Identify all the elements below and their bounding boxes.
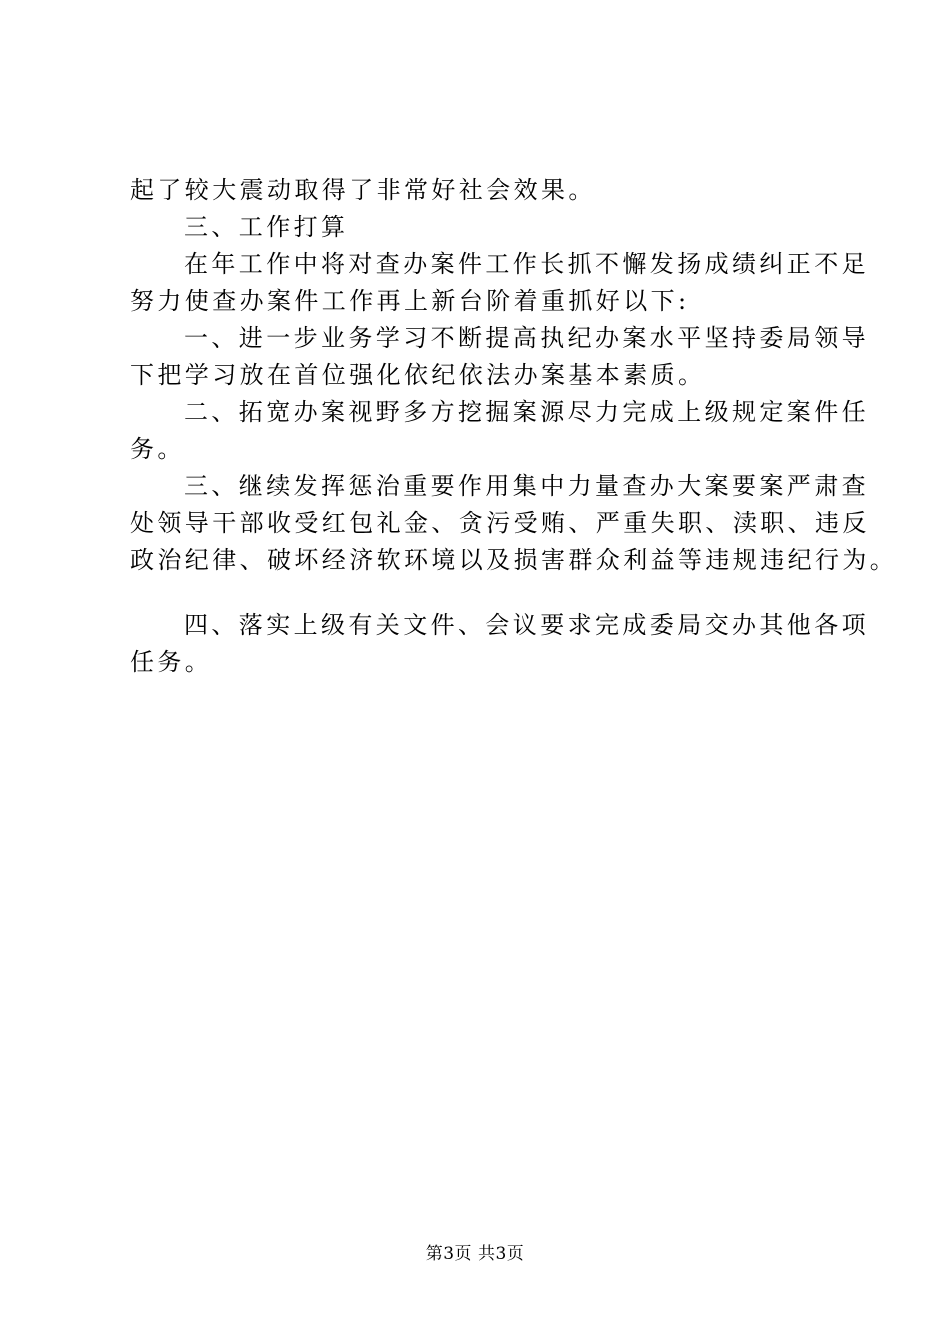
text-line: 在年工作中将对查办案件工作长抓不懈发扬成绩纠正不足 bbox=[184, 250, 869, 278]
text-line: 二、拓宽办案视野多方挖掘案源尽力完成上级规定案件任 bbox=[184, 398, 869, 426]
text-line: 起了较大震动取得了非常好社会效果。 bbox=[130, 176, 596, 204]
text-line: 务。 bbox=[130, 435, 185, 463]
page-footer: 第3页 共3页 bbox=[425, 1244, 525, 1264]
section-heading: 三、工作打算 bbox=[184, 213, 349, 241]
document-body bbox=[130, 172, 898, 681]
paragraph-gap bbox=[130, 579, 840, 607]
text-line: 政治纪律、破坏经济软环境以及损害群众利益等违规违纪行为。 bbox=[130, 546, 898, 574]
text-line: 任务。 bbox=[130, 648, 213, 676]
text-line: 努力使查办案件工作再上新台阶着重抓好以下: bbox=[130, 287, 690, 315]
text-line: 下把学习放在首位强化依纪依法办案基本素质。 bbox=[130, 361, 706, 389]
text-line: 处领导干部收受红包礼金、贪污受贿、严重失职、渎职、违反 bbox=[130, 509, 870, 537]
text-line: 四、落实上级有关文件、会议要求完成委局交办其他各项 bbox=[184, 611, 869, 639]
text-line: 一、进一步业务学习不断提高执纪办案水平坚持委局领导 bbox=[184, 324, 869, 352]
text-line: 三、继续发挥惩治重要作用集中力量查办大案要案严肃查 bbox=[184, 472, 869, 500]
